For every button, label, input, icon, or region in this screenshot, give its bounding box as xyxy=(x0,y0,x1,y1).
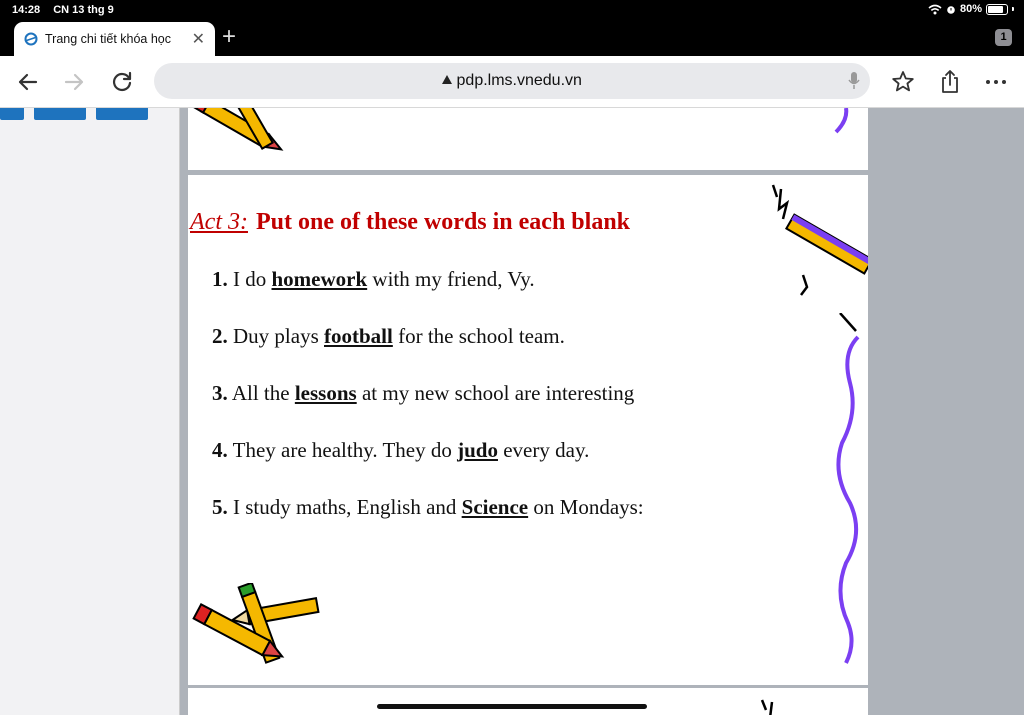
purple-squiggle xyxy=(828,313,868,673)
wifi-icon xyxy=(928,4,942,15)
share-icon[interactable] xyxy=(936,68,964,96)
status-time: 14:28 xyxy=(12,4,41,16)
list-item xyxy=(212,267,644,324)
back-icon[interactable] xyxy=(14,68,42,96)
battery-percent: 80% xyxy=(959,3,982,15)
status-date: CN 13 thg 9 xyxy=(53,4,114,16)
slide-current xyxy=(188,175,868,685)
instruction-text: Put one of these words in each blank xyxy=(255,209,631,235)
url-text: pdp.lms.vnedu.vn xyxy=(456,72,582,89)
item-answer: Science xyxy=(461,495,529,519)
plus-icon[interactable]: + xyxy=(222,23,237,50)
panel-button-2[interactable] xyxy=(34,108,86,120)
tab-count-button[interactable]: 1 xyxy=(995,29,1012,46)
item-answer: judo xyxy=(457,438,498,462)
home-indicator[interactable] xyxy=(377,704,647,709)
item-number: 4. xyxy=(212,438,228,462)
pencil-clipart-icon xyxy=(763,175,868,305)
item-number: 5. xyxy=(212,495,228,519)
tab-active[interactable] xyxy=(14,22,215,56)
act-label: Act 3: xyxy=(190,209,248,235)
pencil-clipart-icon xyxy=(188,108,298,170)
slide-previous xyxy=(188,108,868,170)
tab-title: Trang chi tiết khóa học xyxy=(45,32,171,46)
slide-next xyxy=(188,688,868,715)
item-text-after: at my new school are interesting xyxy=(356,381,635,405)
item-number: 3. xyxy=(212,381,228,405)
alarm-icon xyxy=(946,4,956,15)
item-text-after: with my friend, Vy. xyxy=(367,267,535,291)
tab-strip xyxy=(0,20,1024,56)
reload-icon[interactable] xyxy=(108,68,136,96)
address-bar[interactable] xyxy=(154,63,870,99)
lock-icon xyxy=(442,75,452,84)
item-text-before: They are healthy. They do xyxy=(227,438,458,462)
page-viewport[interactable] xyxy=(0,108,1024,715)
item-text-after: on Mondays: xyxy=(528,495,644,519)
item-answer: homework xyxy=(271,267,368,291)
pencil-clipart-icon xyxy=(188,583,328,683)
status-bar xyxy=(0,0,1024,20)
panel-button-1[interactable] xyxy=(0,108,24,120)
close-icon[interactable]: ✕ xyxy=(191,31,205,48)
list-item xyxy=(212,324,644,381)
item-text-before: All the xyxy=(227,381,295,405)
forward-icon[interactable] xyxy=(60,68,88,96)
item-number: 2. xyxy=(212,324,228,348)
item-text-before: I study maths, English and xyxy=(227,495,462,519)
favicon-icon xyxy=(24,32,38,46)
slide-heading xyxy=(190,209,630,236)
left-panel xyxy=(0,108,180,715)
right-panel xyxy=(868,108,1024,715)
purple-squiggle xyxy=(828,108,858,170)
item-text-before: Duy plays xyxy=(227,324,324,348)
item-number: 1. xyxy=(212,267,228,291)
more-icon[interactable] xyxy=(982,68,1010,96)
list-item xyxy=(212,438,644,495)
item-answer: lessons xyxy=(294,381,357,405)
list-item xyxy=(212,381,644,438)
mic-icon[interactable] xyxy=(848,71,860,91)
battery-tip xyxy=(1012,7,1014,11)
item-text-before: I do xyxy=(227,267,272,291)
panel-button-3[interactable] xyxy=(96,108,148,120)
list-item xyxy=(212,495,644,552)
battery-icon xyxy=(986,4,1008,15)
item-text-after: every day. xyxy=(497,438,590,462)
pencil-clipart-icon xyxy=(758,694,798,715)
browser-toolbar xyxy=(0,56,1024,108)
star-icon[interactable] xyxy=(889,68,917,96)
item-text-after: for the school team. xyxy=(392,324,565,348)
exercise-list xyxy=(212,267,644,552)
item-answer: football xyxy=(324,324,393,348)
